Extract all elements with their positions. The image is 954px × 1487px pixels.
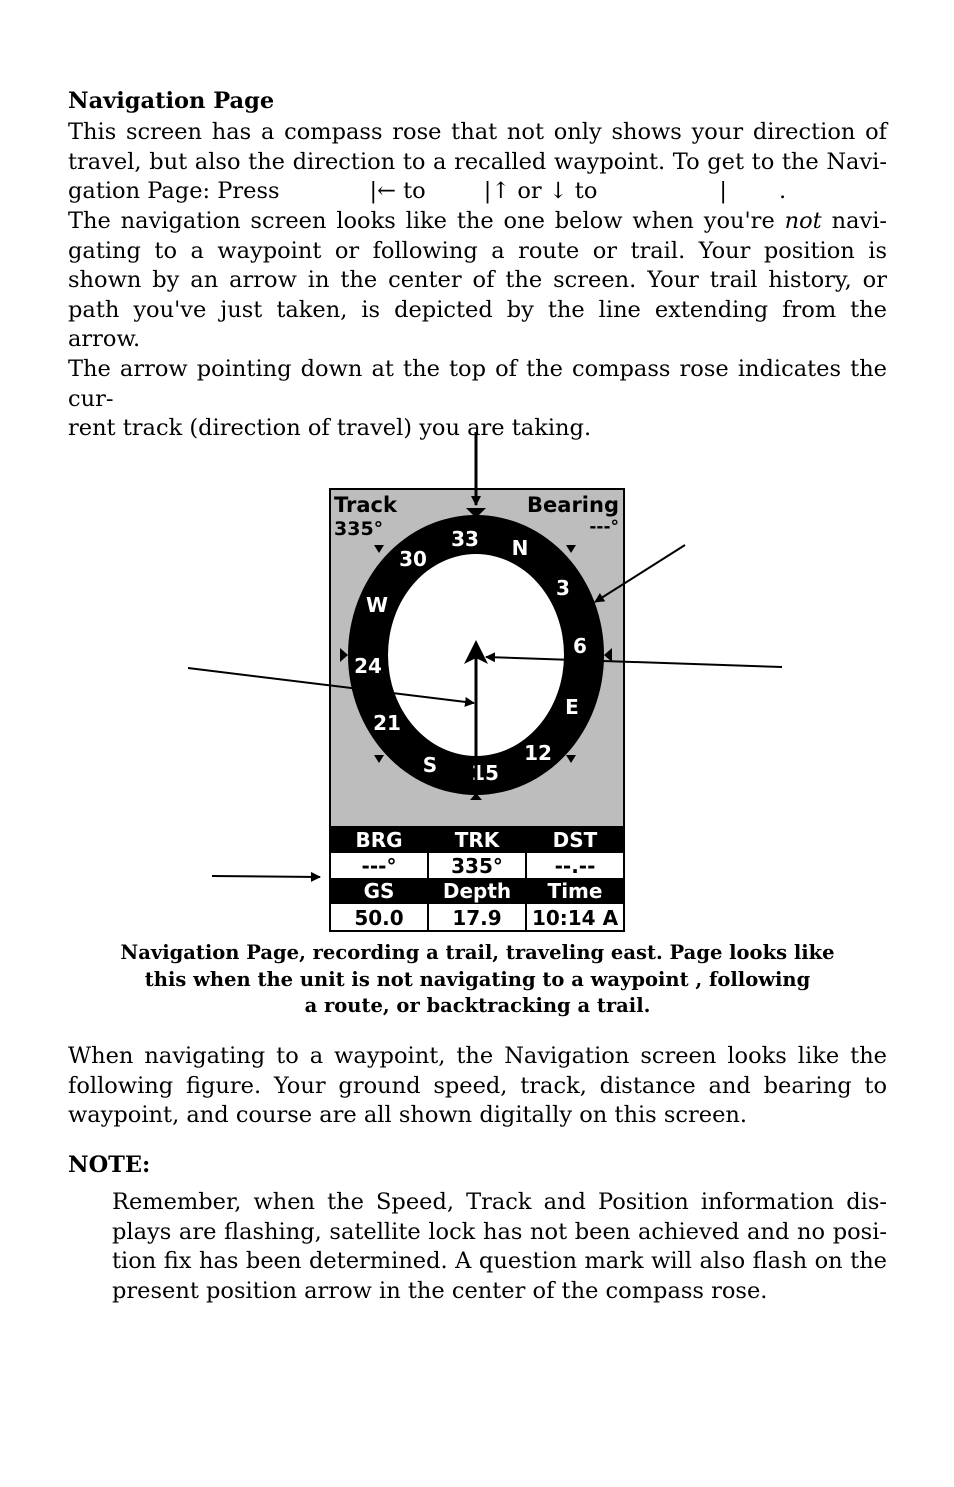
gs-label: GS — [363, 879, 395, 903]
wp-line-3: waypoint, and course are all shown digitally on this screen. — [68, 1102, 748, 1129]
compass-label-6: 6 — [573, 634, 587, 658]
compass-label-33: 33 — [451, 527, 479, 551]
compass-label-3: 3 — [556, 576, 570, 600]
depth-value: 17.9 — [452, 906, 502, 930]
caption-line-3: a route, or backtracking a trail. — [304, 994, 651, 1017]
note-heading: NOTE: — [68, 1152, 151, 1178]
note-line-1: Remember, when the Speed, Track and Position information dis- — [112, 1189, 887, 1215]
desc-line-1: The navigation screen looks like the one below when you're not navi- — [68, 208, 887, 234]
note-line-3: tion fix has been determined. A question mark will also flash on the — [112, 1248, 887, 1275]
description-paragraph — [68, 207, 887, 444]
desc-line-5: The arrow pointing down at the top of the compass rose indicates the cur- — [68, 355, 887, 412]
bearing-value: ---° — [589, 517, 619, 537]
note-line-2: plays are flashing, satellite lock has not been achieved and no posi- — [112, 1218, 887, 1245]
track-label: Track — [334, 493, 397, 517]
gs-value: 50.0 — [354, 906, 404, 930]
trk-label: TRK — [454, 828, 500, 852]
wp-line-2: following figure. Your ground speed, track, distance and bearing to — [68, 1072, 887, 1099]
caption-line-1: Navigation Page, recording a trail, traveling east. Page looks like — [120, 941, 835, 964]
compass-label-21: 21 — [373, 711, 401, 735]
compass-label-30: 30 — [399, 547, 427, 571]
desc-line-3: shown by an arrow in the center of the screen. Your trail history, or — [68, 267, 887, 294]
intro-paragraph — [68, 118, 887, 207]
note-line-4: present position arrow in the center of the compass rose. — [112, 1277, 768, 1304]
wp-line-1: When navigating to a waypoint, the Navigation screen looks like the — [68, 1043, 887, 1069]
compass-label-24: 24 — [354, 654, 382, 678]
intro-line-2: travel, but also the direction to a recalled waypoint. To get to the Navi- — [68, 148, 887, 175]
section-heading: Navigation Page — [68, 88, 275, 114]
trk-value: 335° — [451, 854, 503, 878]
compass-label-15: 15 — [471, 761, 499, 785]
time-label: Time — [547, 879, 603, 903]
compass-label-12: 12 — [524, 741, 552, 765]
intro-line-1: This screen has a compass rose that not only shows your direction of — [68, 119, 887, 145]
desc-line-6: rent track (direction of travel) you are taking. — [68, 415, 592, 442]
compass-label-n: N — [511, 536, 529, 560]
track-value: 335° — [334, 518, 384, 540]
desc-line-4: path you've just taken, is depicted by the line extending from the arrow. — [68, 296, 887, 353]
compass-label-w: W — [365, 593, 389, 617]
callout-arrow-data — [212, 876, 320, 877]
compass-label-e: E — [565, 695, 579, 719]
note-paragraph — [112, 1188, 887, 1306]
dst-value: --.-- — [554, 854, 596, 878]
compass-label-s: S — [422, 753, 438, 777]
bearing-label: Bearing — [527, 493, 619, 517]
waypoint-paragraph — [68, 1042, 887, 1131]
depth-label: Depth — [442, 879, 512, 903]
desc-line-2: gating to a waypoint or following a route or trail. Your position is — [68, 237, 887, 264]
figure-caption — [68, 940, 887, 1020]
intro-line-3: gation Page: Press |← to |↑ or ↓ to | . — [68, 178, 787, 205]
navigation-screen-figure — [0, 420, 954, 940]
brg-value: ---° — [361, 854, 397, 878]
brg-label: BRG — [355, 828, 403, 852]
dst-label: DST — [552, 828, 598, 852]
caption-line-2: this when the unit is not navigating to a waypoint , following — [144, 967, 811, 991]
time-value: 10:14 A — [531, 906, 619, 930]
